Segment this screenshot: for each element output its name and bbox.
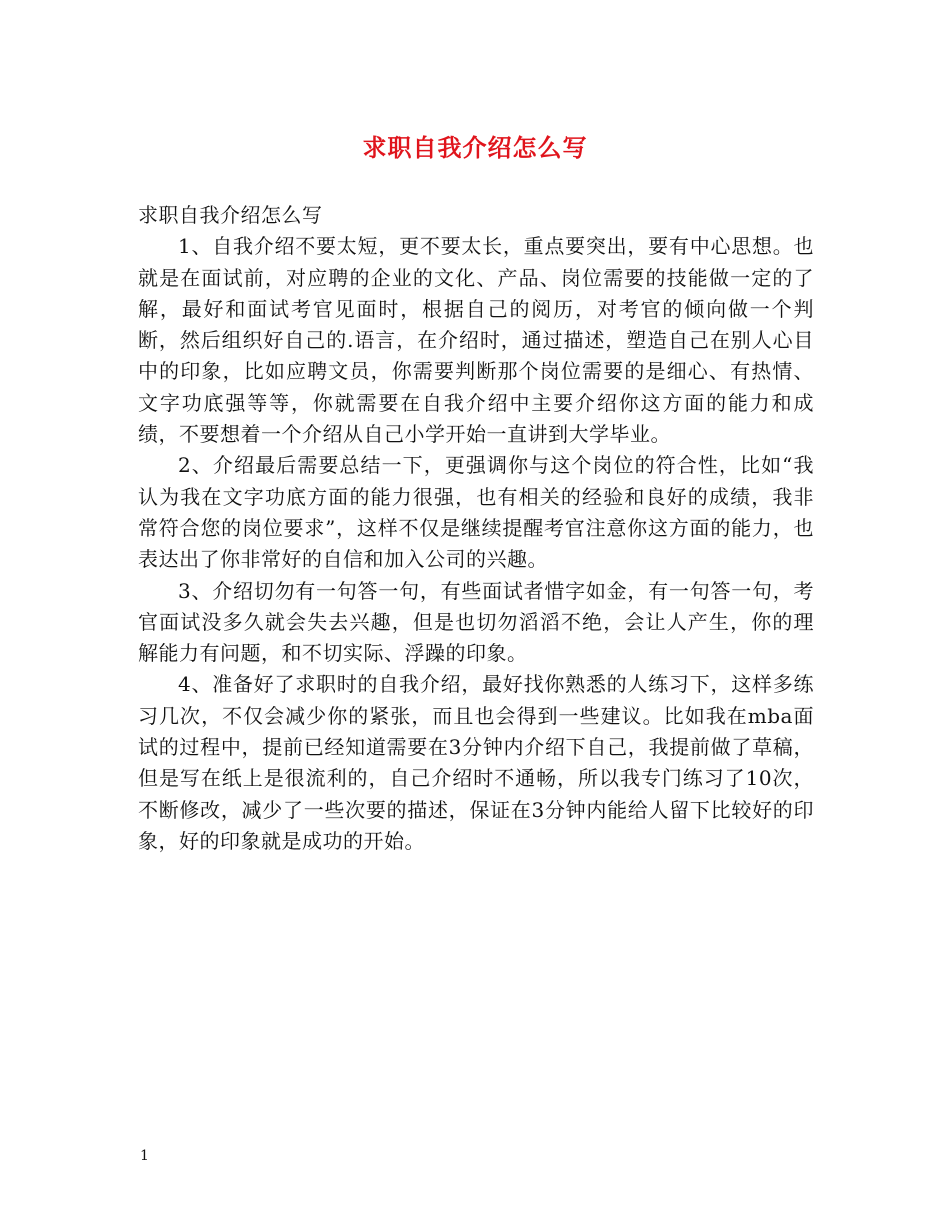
- paragraph-3: 3、介绍切勿有一句答一句，有些面试者惜字如金，有一句答一句，考官面试没多久就会失去兴趣，但是也切勿滔滔不绝，会让人产生，你的理解能力有问题，和不切实际、浮躁的印象。: [138, 578, 814, 666]
- document-title: 求职自我介绍怎么写: [362, 133, 588, 162]
- paragraph-2: 2、介绍最后需要总结一下，更强调你与这个岗位的符合性，比如“我认为我在文字功底方面的能力很强，也有相关的经验和良好的成绩，我非常符合您的岗位要求”，这样不仅是继续提醒考官注意你这方面的能力，也表达出了你非常好的自信和加入公司的兴趣。: [138, 453, 814, 572]
- page-number: 1: [140, 1148, 149, 1164]
- document-body: [138, 200, 814, 857]
- paragraph-4: 4、准备好了求职时的自我介绍，最好找你熟悉的人练习下，这样多练习几次，不仅会减少你的紧张，而且也会得到一些建议。比如我在mba面试的过程中，提前已经知道需要在3分钟内介绍下自己，我提前做了草稿，但是写在纸上是很流利的，自己介绍时不通畅，所以我专门练习了10次，不断修改，减少了一些次要的描述，保证在3分钟内能给人留下比较好的印象，好的印象就是成功的开始。: [138, 672, 814, 853]
- body-subtitle: 求职自我介绍怎么写: [138, 203, 323, 227]
- paragraph-1: 1、自我介绍不要太短，更不要太长，重点要突出，要有中心思想。也就是在面试前，对应聘的企业的文化、产品、岗位需要的技能做一定的了解，最好和面试考官见面时，根据自己的阅历，对考官的倾向做一个判断，然后组织好自己的.语言，在介绍时，通过描述，塑造自己在别人心目中的印象，比如应聘文员，你需要判断那个岗位需要的是细心、有热情、文字功底强等等，你就需要在自我介绍中主要介绍你这方面的能力和成绩，不要想着一个介绍从自己小学开始一直讲到大学毕业。: [138, 234, 814, 447]
